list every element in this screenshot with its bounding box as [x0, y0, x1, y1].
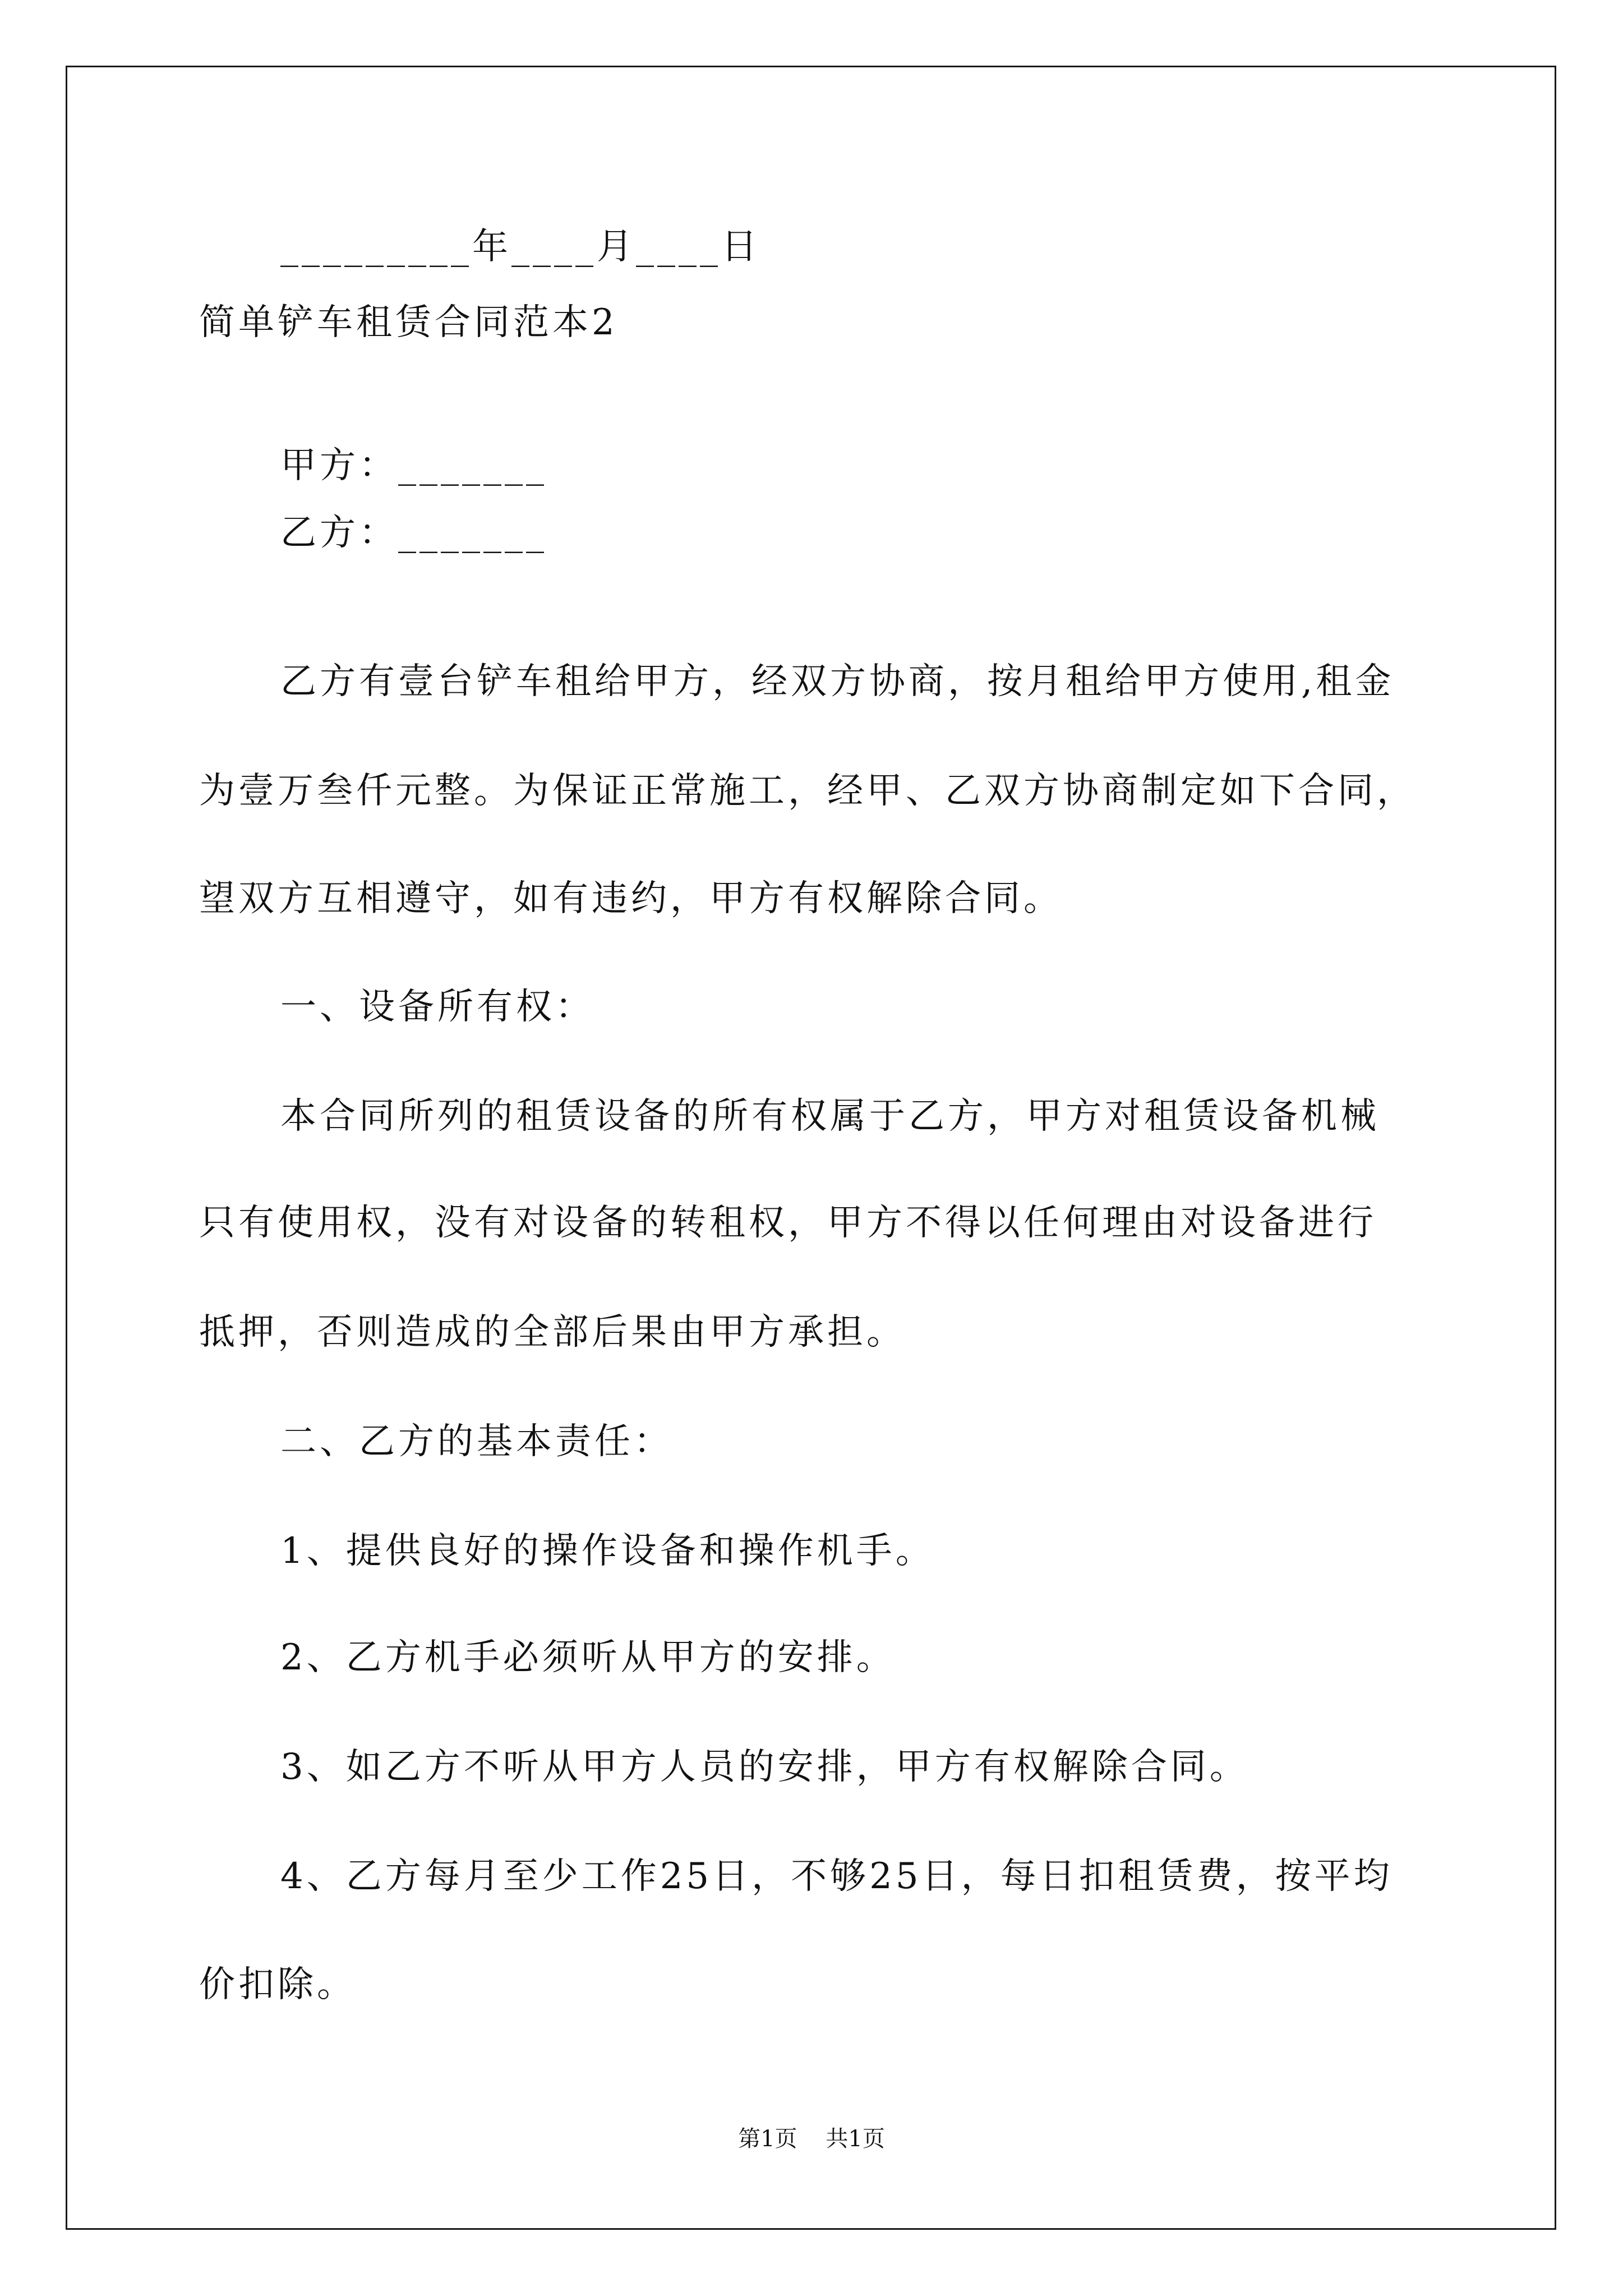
intro-line-1: 乙方有壹台铲车租给甲方，经双方协商，按月租给甲方使用,租金: [280, 661, 1395, 702]
section-2-item-4-line-1: 4、乙方每月至少工作25日，不够25日，每日扣租赁费，按平均: [280, 1856, 1393, 1897]
section-2-heading: 二、乙方的基本责任：: [280, 1421, 673, 1462]
intro-line-2: 为壹万叁仟元整。为保证正常施工，经甲、乙双方协商制定如下合同，: [199, 770, 1416, 812]
section-2-item-2: 2、乙方机手必须听从甲方的安排。: [280, 1637, 896, 1678]
section-2-item-1: 1、提供良好的操作设备和操作机手。: [280, 1530, 935, 1572]
section-1-line-3: 抵押，否则造成的全部后果由甲方承担。: [199, 1312, 906, 1353]
date-line: _________年____月____日: [280, 226, 760, 268]
section-1-heading: 一、设备所有权：: [280, 986, 594, 1028]
section-2-item-4-line-2: 价扣除。: [199, 1964, 356, 2005]
party-a-line: 甲方：_______: [280, 445, 547, 486]
intro-line-3: 望双方互相遵守，如有违约，甲方有权解除合同。: [199, 878, 1063, 919]
party-b-line: 乙方：_______: [280, 512, 547, 554]
section-1-line-1: 本合同所列的租赁设备的所有权属于乙方，甲方对租赁设备机械: [280, 1096, 1380, 1137]
section-1-line-2: 只有使用权，没有对设备的转租权，甲方不得以任何理由对设备进行: [199, 1202, 1377, 1244]
page-footer: 第1页 共1页: [738, 2126, 885, 2152]
page-border: [66, 66, 1556, 2230]
section-2-item-3: 3、如乙方不听从甲方人员的安排，甲方有权解除合同。: [280, 1746, 1249, 1788]
document-title: 简单铲车租赁合同范本2: [199, 302, 618, 343]
